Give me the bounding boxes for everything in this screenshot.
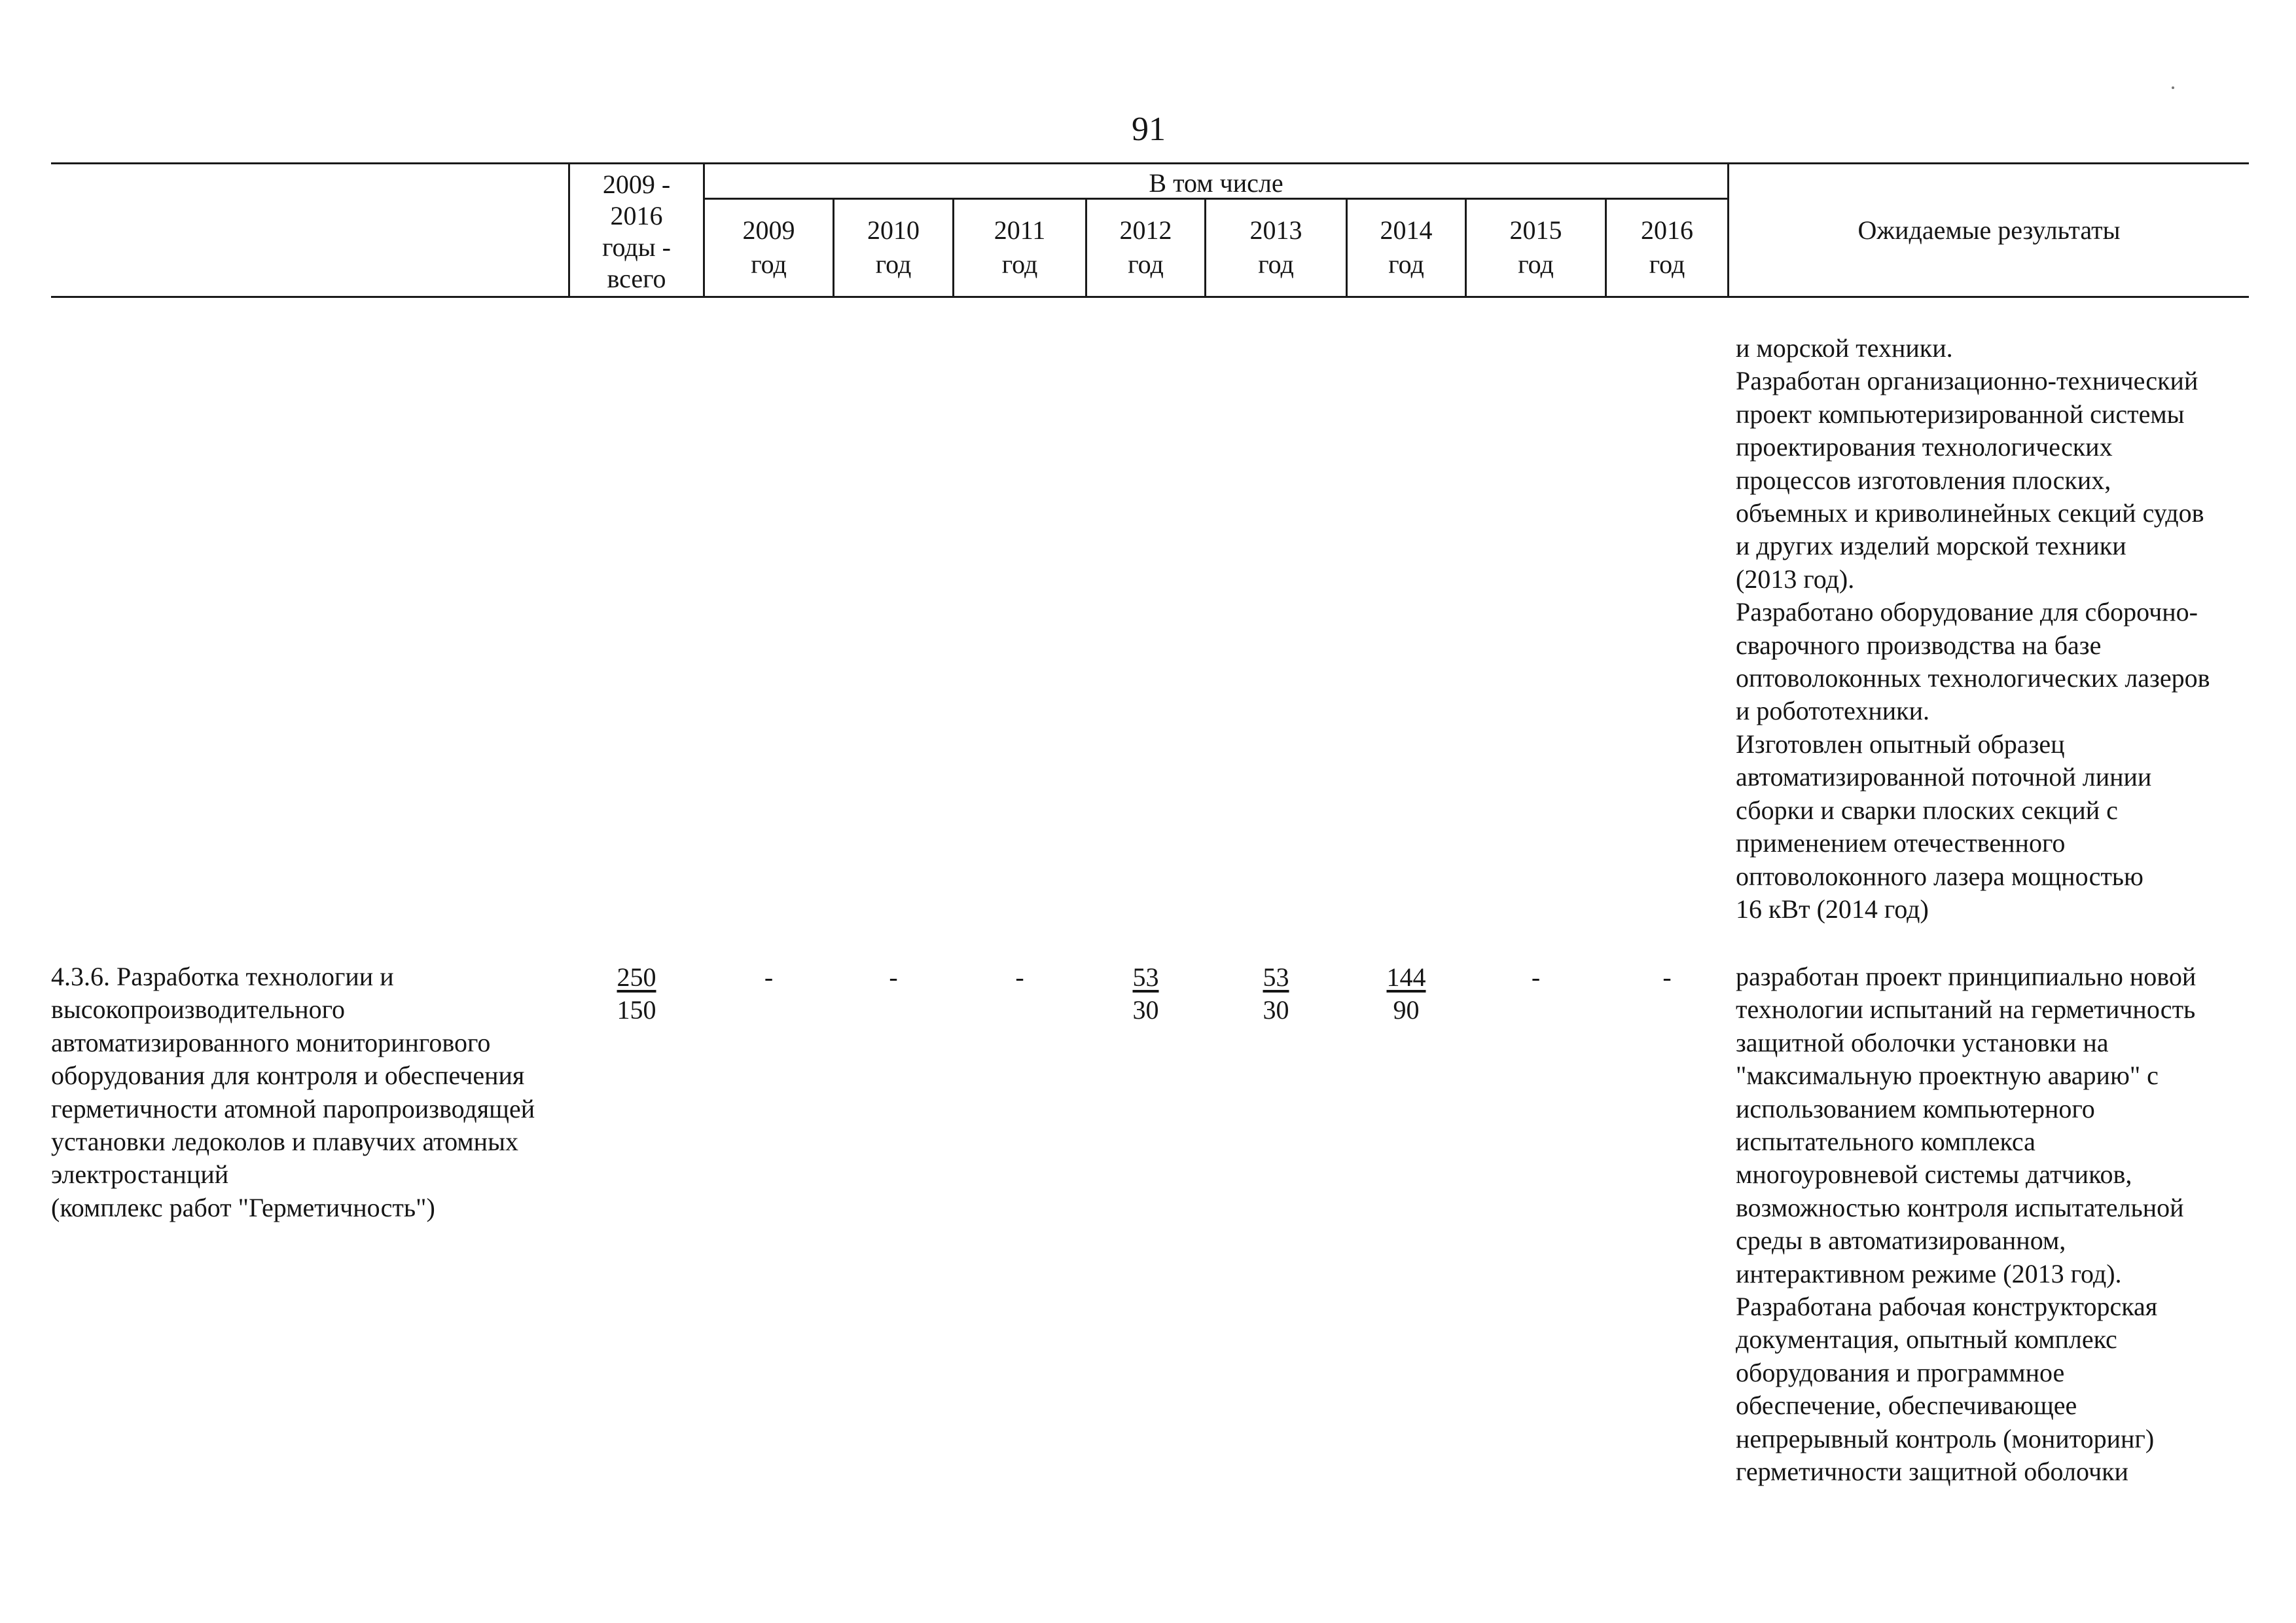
header-year-label: 2012: [1119, 215, 1172, 245]
row-value-2016: [1607, 961, 1727, 994]
header-year-2009: [705, 215, 833, 280]
row-results-text: разработан проект принципиально новой технологии испытаний на герметичность защитной оболочки установки на "максимальную проектную аварию" с использованием компьютерного испытательного комплекса многоуровневой системы датчиков, возможностью контроля испытательной среды в автоматизированном, интерактивном режиме (2013 год). Разработана рабочая конструкторская документация, опытный комплекс оборудования и программное обеспечение, обеспечивающее непрерывный контроль (мониторинг) герметичности защитной оболочки: [1736, 962, 2197, 1487]
header-year-2011: [954, 215, 1085, 280]
header-year-2012: [1087, 215, 1204, 280]
row-value-2015: [1467, 961, 1605, 994]
row-value-bottom: 30: [1263, 995, 1289, 1025]
row-value-2014: [1348, 961, 1465, 1027]
row-value-top: 53: [1132, 962, 1159, 992]
header-year-label: 2009: [742, 215, 795, 245]
header-year-unit: год: [1518, 249, 1554, 279]
header-year-unit: год: [751, 249, 787, 279]
header-year-label: 2011: [994, 215, 1046, 245]
row-value-2010: [834, 961, 952, 994]
header-year-label: 2016: [1641, 215, 1693, 245]
row-value-2009: [705, 961, 833, 994]
row-value-top: -: [764, 962, 774, 992]
header-year-unit: год: [875, 249, 912, 279]
header-total-period: 2009 - 2016 годы - всего: [602, 170, 671, 293]
row-value-2011: [954, 961, 1085, 994]
continued-results-text: и морской техники. Разработан организационно-технический проект компьютеризированной системы проектирования технологических процессов изготовления плоских, объемных и криволинейных секций судов и других изделий морской техники (2013 год). Разработано оборудование для сборочно- сварочного производства на базе оптоволоконных технологических лазеров и робототехники. Изготовлен опытный образец автоматизированной поточной линии сборки и сварки плоских секций с применением отечественного оптоволоконного лазера мощностью 16 кВт (2014 год): [1736, 333, 2210, 924]
page-number: 91: [1132, 111, 1166, 148]
header-year-unit: год: [1001, 249, 1038, 279]
table-top-rule: [51, 162, 2249, 164]
header-year-label: 2014: [1380, 215, 1433, 245]
header-year-label: 2013: [1249, 215, 1302, 245]
header-year-unit: год: [1128, 249, 1164, 279]
header-year-2013: [1206, 215, 1346, 280]
header-year-label: 2010: [867, 215, 920, 245]
header-year-2014: [1348, 215, 1465, 280]
row-value-top: -: [1015, 962, 1024, 992]
row-value-top: 53: [1263, 962, 1289, 992]
row-value-top: -: [1531, 962, 1541, 992]
header-year-unit: год: [1649, 249, 1685, 279]
header-year-2015: [1467, 215, 1605, 280]
row-value-bottom: 90: [1393, 995, 1420, 1025]
row-value-2012: [1087, 961, 1204, 1027]
header-including: В том числе: [1149, 168, 1283, 198]
header-year-2010: [834, 215, 952, 280]
row-total: [570, 961, 703, 1027]
row-value-bottom: 30: [1132, 995, 1159, 1025]
header-year-unit: год: [1388, 249, 1424, 279]
header-expected-results: Ожидаемые результаты: [1857, 215, 2121, 245]
row-value-top: -: [889, 962, 898, 992]
row-title: 4.3.6. Разработка технологии и высокопроизводительного автоматизированного мониторингового оборудования для контроля и обеспечения герметичности атомной паропроизводящей установки ледоколов и плавучих атомных электростанций (комплекс работ "Герметичность"): [51, 962, 535, 1222]
row-total-top: 250: [617, 962, 656, 992]
row-value-top: 144: [1386, 962, 1426, 992]
row-value-top: -: [1662, 962, 1672, 992]
header-year-unit: год: [1258, 249, 1294, 279]
header-year-2016: [1607, 215, 1727, 280]
header-year-label: 2015: [1509, 215, 1562, 245]
scan-speck: [2172, 86, 2174, 89]
header-bottom-rule: [51, 296, 2249, 298]
row-total-bottom: 150: [617, 995, 656, 1025]
row-value-2013: [1206, 961, 1346, 1027]
